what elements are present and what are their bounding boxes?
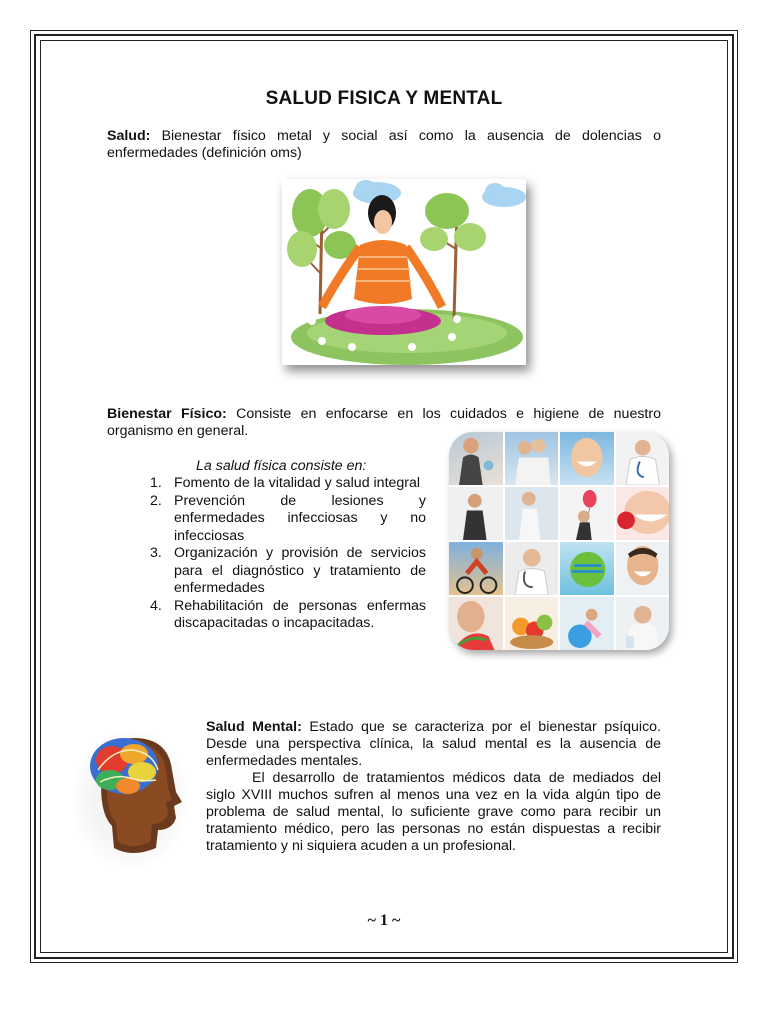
collage-tile: [505, 432, 559, 485]
list-item-text: Organización y provisión de servicios para el diagnóstico y tratamiento de enfermedades: [174, 545, 426, 596]
salud-mental-paragraph-2-text: El desarrollo de tratamientos médicos data de mediados del siglo XVIII muchos sufren al menos una vez en la vida algún tipo de problema de salud mental, lo suficiente grave como para recibir un tratamiento médico, pero las personas no están dispuestas a recibir tratamiento y ni siquiera acuden a un profesional.: [206, 770, 661, 854]
collage-tile: [449, 487, 503, 540]
collage-tile: [560, 432, 614, 485]
list-item: [150, 598, 426, 633]
list-item-number: 1.: [150, 475, 162, 491]
list-title: La salud física consiste en:: [196, 458, 367, 474]
brain-head-image: [72, 730, 188, 868]
list-item-text: Rehabilitación de personas enfermas discapacitadas o incapacitadas.: [174, 597, 426, 631]
collage-tile: [449, 542, 503, 595]
meditating-woman-image: [282, 179, 526, 365]
salud-mental-label: Salud Mental:: [206, 719, 302, 735]
salud-definition: [107, 128, 661, 162]
collage-tile: [616, 487, 670, 540]
salud-label: Salud:: [107, 128, 151, 144]
list-item-text: Prevención de lesiones y enfermedades infecciosas y no infecciosas: [174, 492, 426, 544]
list-item: [150, 493, 426, 546]
health-collage-image: [449, 432, 669, 650]
bienestar-fisico-label: Bienestar Físico:: [107, 406, 227, 422]
list-item: [150, 545, 426, 598]
collage-tile: [560, 487, 614, 540]
collage-tile: [616, 432, 670, 485]
list-item: [150, 475, 426, 493]
page-title: SALUD FISICA Y MENTAL: [265, 88, 503, 109]
salud-mental-text: Estado que se caracteriza por el bienestar psíquico. Desde una perspectiva clínica, la salud mental es la ausencia de enfermedades mentales.: [206, 719, 661, 769]
salud-text: Bienestar físico metal y social así como la ausencia de dolencias o enfermedades (definición oms): [107, 128, 661, 161]
collage-tile: [505, 487, 559, 540]
collage-tile: [616, 597, 670, 650]
page-number: ~ 1 ~: [367, 912, 401, 929]
list-item-text: Fomento de la vitalidad y salud integral: [174, 475, 421, 491]
list-item-number: 2.: [150, 492, 162, 509]
collage-tile: [449, 432, 503, 485]
list-item-number: 4.: [150, 597, 162, 614]
collage-tile: [616, 542, 670, 595]
physical-health-list: [150, 475, 426, 633]
collage-tile: [449, 597, 503, 650]
list-item-number: 3.: [150, 545, 162, 561]
collage-tile: [505, 542, 559, 595]
collage-tile: [560, 597, 614, 650]
collage-tile: [505, 597, 559, 650]
salud-mental-paragraph-2: [206, 770, 661, 855]
collage-tile: [560, 542, 614, 595]
bienestar-fisico-text: Consiste en enfocarse en los cuidados e higiene de nuestro organismo en general.: [107, 406, 661, 439]
salud-mental-definition: [206, 719, 661, 770]
